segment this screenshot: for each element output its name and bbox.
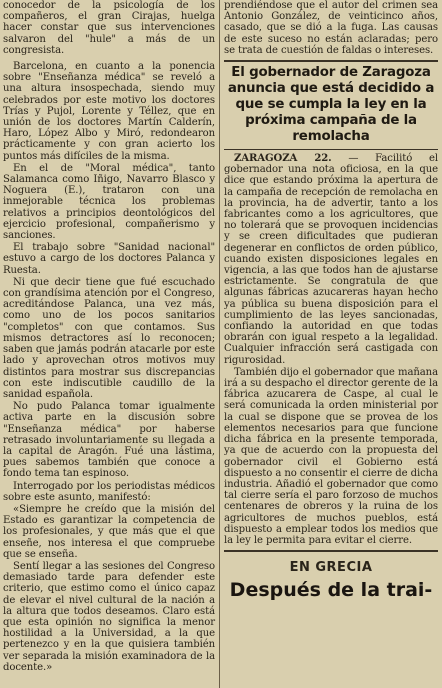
article-lead-paragraph xyxy=(224,153,438,366)
left-column xyxy=(3,0,215,673)
article-separator xyxy=(224,60,438,62)
article-paragraph: En el de "Moral médica", tanto Salamanca como Iñigo, Navarro Blasco y Noguera (E.), trataron con una inmejorable técnica los problemas relativos a principios deontológicos del ejercicio profesional, compañerismo y sanciones. xyxy=(3,162,215,242)
article-quote: «Siempre he creído que la misión del Estado es garantizar la competencia de los profesionales, y que más que el que enseñe, nos interesa el que compruebe que se enseña. xyxy=(3,503,215,560)
section-label: EN GRECIA xyxy=(289,560,373,576)
dateline: ZARAGOZA 22. xyxy=(234,153,332,165)
column-divider xyxy=(219,0,220,688)
article-paragraph: Interrogado por los periodistas médicos sobre este asunto, manifestó: xyxy=(3,480,215,503)
headline-rule xyxy=(224,149,438,150)
previous-article-end: prendiéndose que el autor del crimen sea Antonio González, de veinticinco años, casado, que se dió a la fuga. Las causas de este suceso no están aclaradas; pero se trata de cuestión de faldas o intereses. xyxy=(224,0,438,56)
article-paragraph: También dijo el gobernador que mañana irá a su despacho el director gerente de la fábrica azucarera de Caspe, al cual le será comunicada la orden ministerial por la cual se dispone que se provea de los elementos necesarios para que funcione dicha fábrica en la presente temporada, ya que de acuerdo con la propuesta del gobernador civil el Gobierno está dispuesto a no consentir el cierre de dicha industria. Añadió el gobernador que como tal cierre sería el paro forzoso de muchos centenares de obreros y la ruina de los agricultores de muchos pueblos, está dispuesto a emplear todos los medios que la ley le permita para evitar el cierre. xyxy=(224,366,438,546)
article-paragraph: Barcelona, en cuanto a la ponencia sobre "Enseñanza médica" se reveló a una altura insospechada, siendo muy celebrados por este motivo los doctores Trías y Pujol, Lorente y Téllez, que en unión de los doctores Martín Calderín, Haro, López Albo y Miró, redondearon prácticamente y con gran acierto los puntos más difíciles de la misma. xyxy=(3,61,215,162)
article-paragraph: El trabajo sobre "Sanidad nacional" estuvo a cargo de los doctores Palanca y Ruesta. xyxy=(3,242,215,276)
article-paragraph: conocedor de la psicología de los compañeros, el gran Cirajas, huelga hacer constar que sus intervenciones salvaron del "hule" a más de un congresista. xyxy=(3,0,215,56)
right-column xyxy=(224,0,438,601)
bottom-headline: Después de la trai- xyxy=(229,579,433,602)
article-quote: Sentí llegar a las sesiones del Congreso demasiado tarde para defender este criterio, que estimo como el único capaz de elevar el nivel cultural de la nación a la altura que todos deseamos. Claro está que esta opinión no significa la menor hostilidad a la Universidad, a la que pertenezco y en la que quisiera también ver separada la misión examinadora de la docente.» xyxy=(3,560,215,673)
article-headline: El gobernador de Zaragoza anuncia que está decidido a que se cumpla la ley en la próxima campaña de la remolacha xyxy=(227,65,435,145)
article-paragraph: No pudo Palanca tomar igualmente activa parte en la discusión sobre "Enseñanza médica" por haberse retrasado involuntariamente su llegada a la capital de Aragón. Fué una lástima, pues sabemos también que conoce a fondo tema tan espinoso. xyxy=(3,401,215,480)
lead-text: — Facilitó el gobernador una nota oficiosa, en la que dice que estando próxima la apertura de la campaña de recepción de remolacha en la provincia, ha de advertir, tanto a los fabricantes como a los agricultores, que no tolerará que se provoquen incidencias y se creen dificultades que pudieran degenerar en conflictos de orden público, cuando existen disposiciones legales en vigencia, a las que todos han de ajustarse estrictamente. Se congratula de que algunas fábricas azucareras hayan hecho ya pública su buena disposición para el cumplimiento de las leyes sancionadas, confiando la autoridad en que todas obrarán con igual respeto a la legalidad. Cualquier infracción será castigada con rigurosidad. xyxy=(224,153,438,366)
article-separator xyxy=(224,550,438,552)
article-paragraph: Ni que decir tiene que fué escuchado con grandísima atención por el Congreso, acreditándose Palanca, una vez más, como uno de los pocos sanitarios "completos" con que contamos. Sus mismos detractores así lo reconocen; saben que jamás podrán atacarle por este lado y aprovechan otros motivos muy distintos para mostrar sus discrepancias con este indiscutible caudillo de la sanidad española. xyxy=(3,276,215,400)
